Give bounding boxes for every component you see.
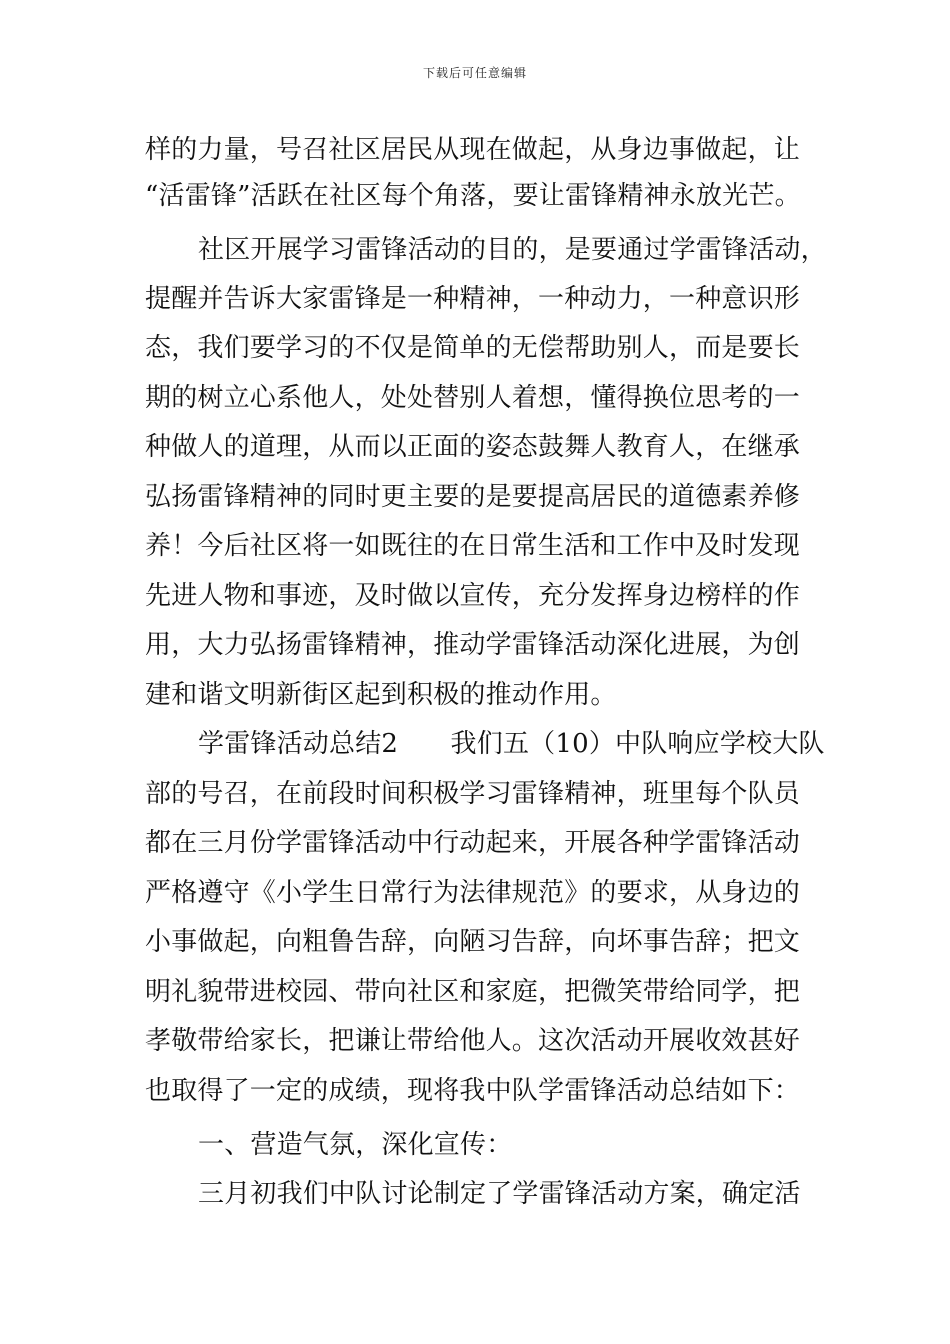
text-line: 建和谐文明新街区起到积极的推动作用。 [145, 680, 617, 710]
text-line: 也取得了一定的成绩，现将我中队学雷锋活动总结如下： [145, 1076, 801, 1106]
text-line: 弘扬雷锋精神的同时更主要的是要提高居民的道德素养修 [145, 482, 801, 512]
page-header: 下载后可任意编辑 [422, 66, 527, 80]
text-line: 样的力量，号召社区居民从现在做起，从身边事做起，让 [145, 135, 801, 165]
text-line: 严格遵守《小学生日常行为法律规范》的要求，从身边的 [145, 878, 801, 908]
text-line: 小事做起，向粗鲁告辞，向陋习告辞，向坏事告辞；把文 [145, 927, 801, 957]
text-line: “活雷锋”活跃在社区每个角落，要让雷锋精神永放光芒。 [145, 181, 801, 211]
text-line: 明礼貌带进校园、带向社区和家庭，把微笑带给同学，把 [145, 977, 801, 1007]
text-line: 一、营造气氛，深化宣传： [198, 1130, 513, 1160]
text-line: 学雷锋活动总结2 我们五（10）中队响应学校大队 [198, 729, 825, 759]
text-line: 态，我们要学习的不仅是简单的无偿帮助别人，而是要长 [145, 333, 801, 363]
text-line: 先进人物和事迹，及时做以宣传，充分发挥身边榜样的作 [145, 581, 801, 611]
text-line: 期的树立心系他人，处处替别人着想，懂得换位思考的一 [145, 383, 801, 413]
text-line: 养！今后社区将一如既往的在日常生活和工作中及时发现 [145, 531, 801, 561]
text-line: 孝敬带给家长，把谦让带给他人。这次活动开展收效甚好 [145, 1026, 801, 1056]
text-line: 社区开展学习雷锋活动的目的，是要通过学雷锋活动， [198, 235, 827, 265]
text-line: 三月初我们中队讨论制定了学雷锋活动方案，确定活 [198, 1179, 801, 1209]
text-line: 提醒并告诉大家雷锋是一种精神，一种动力，一种意识形 [145, 284, 801, 314]
text-line: 部的号召，在前段时间积极学习雷锋精神，班里每个队员 [145, 779, 801, 809]
text-line: 都在三月份学雷锋活动中行动起来，开展各种学雷锋活动 [145, 828, 801, 858]
text-line: 种做人的道理，从而以正面的姿态鼓舞人教育人，在继承 [145, 432, 801, 462]
text-line: 用，大力弘扬雷锋精神，推动学雷锋活动深化进展，为创 [145, 630, 801, 660]
